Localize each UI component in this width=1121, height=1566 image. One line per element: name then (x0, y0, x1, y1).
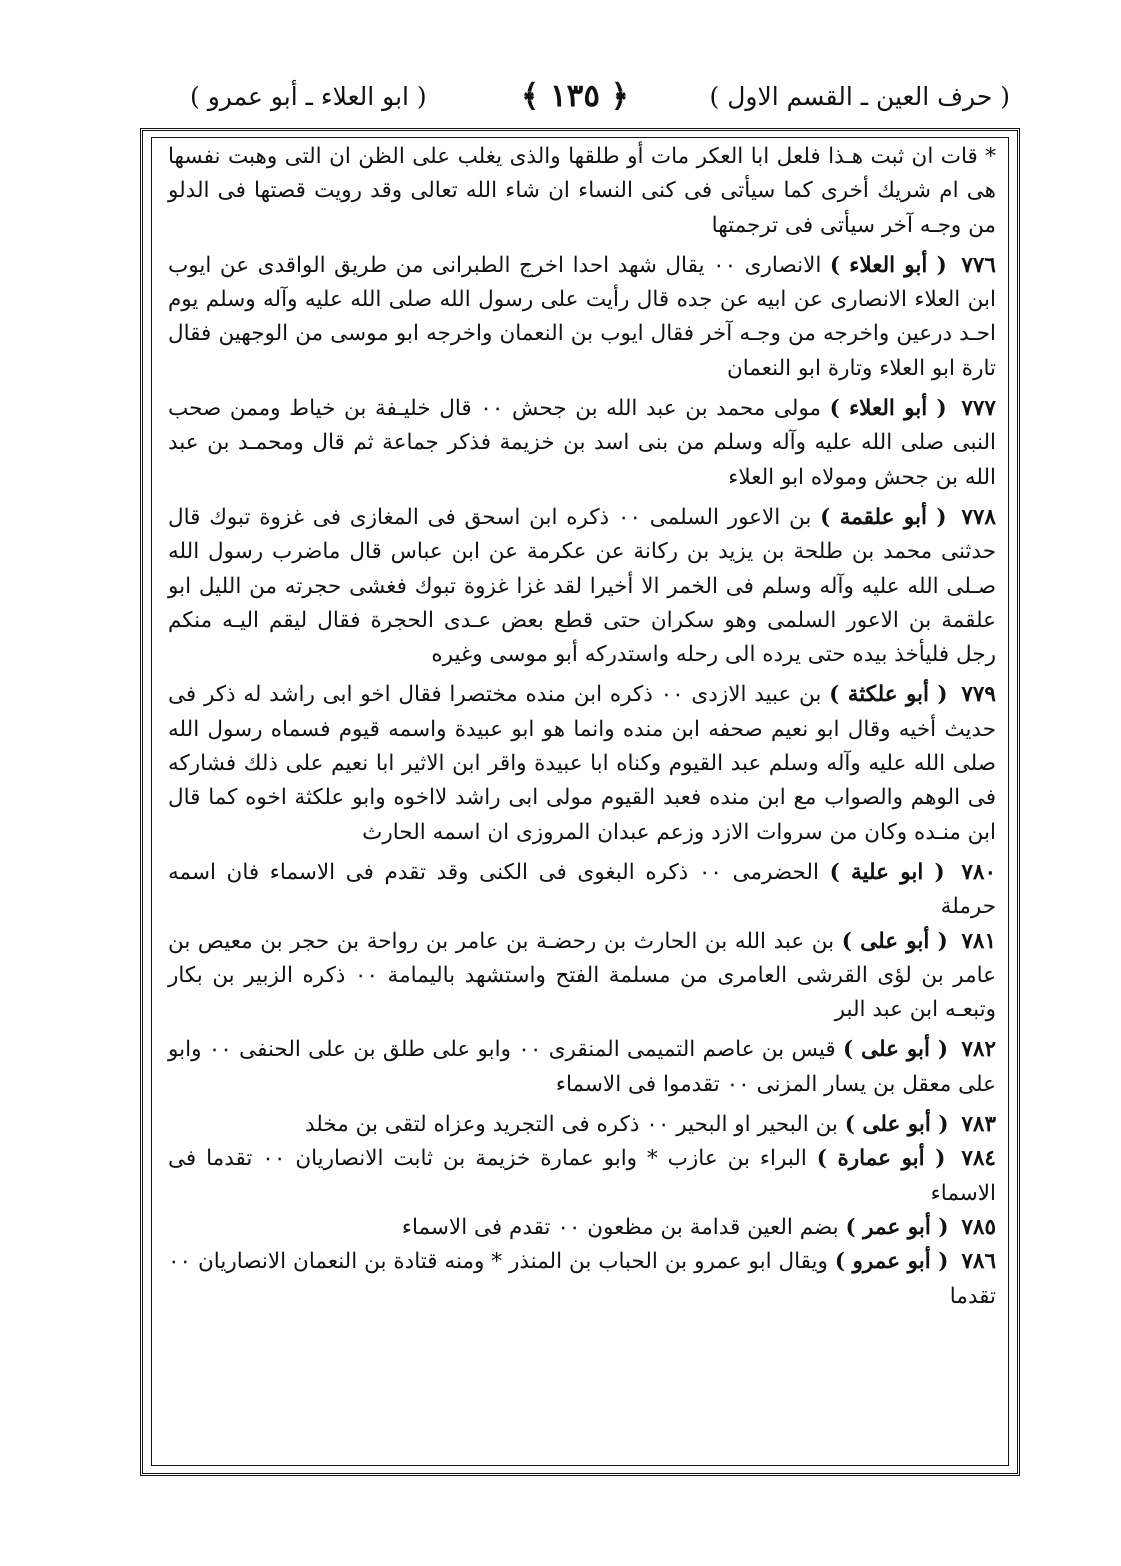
entry-786 (168, 1245, 996, 1314)
entry-number: ٧٨٤ (961, 1146, 996, 1172)
entry-number: ٧٨٢ (961, 1037, 996, 1063)
entry-783 (168, 1108, 996, 1142)
entry-name: ( أبو عمرو ) (834, 1249, 949, 1275)
entry-name: ( أبو على ) (842, 1037, 949, 1063)
entry-number: ٧٧٨ (961, 504, 996, 530)
entry-name: ( أبو على ) (844, 1112, 949, 1138)
entry-text: الانصارى ٠٠ يقال شهد احدا اخرج الطبرانى من طريق الواقدى عن ايوب ابن العلاء الانصارى عن ابيه عن جده قال رأيت على رسول الله صلى الله عليه وآله وسلم يوم احـد درعين واخرجه من وجـه آخر فقال ايوب بن النعمان واخرجه ابو موسى من الوجهين فقال تارة ابو العلاء وتارة ابو النعمان (168, 252, 996, 381)
running-header (140, 74, 1010, 122)
entry-text: ويقال ابو عمرو بن الحباب بن المنذر * ومنه قتادة بن النعمان الانصاريان ٠٠ تقدما (168, 1249, 996, 1309)
header-section-title: ( حرف العين ـ القسم الاول ) (709, 82, 1010, 111)
entry-name: ( أبو العلاء ) (829, 252, 947, 278)
entry-number: ٧٨٦ (961, 1249, 996, 1275)
page-body (168, 140, 996, 1464)
entry-number: ٧٧٩ (961, 682, 996, 708)
entry-777 (168, 392, 996, 495)
entry-776 (168, 249, 996, 386)
entry-number: ٧٨٣ (961, 1112, 996, 1138)
entry-785 (168, 1211, 996, 1245)
entry-name: ( أبو علكثة ) (829, 682, 948, 708)
entry-name: ( أبو عمر ) (845, 1214, 949, 1240)
entry-text: الحضرمى ٠٠ ذكره البغوى فى الكنى وقد تقدم فى الاسماء فان اسمه حرملة (168, 859, 996, 920)
header-entry-range: ( ابو العلاء ـ أبو عمرو ) (190, 82, 427, 111)
entry-name: ( أبو علقمة ) (820, 504, 947, 530)
entry-text: بن عبد الله بن الحارث بن رحضـة بن عامر بن رواحة بن حجر بن معيص بن عامر بن لؤى القرشى العامرى من مسلمة الفتح واستشهد باليمامة ٠٠ ذكره الزبير بن بكار وتبعـه ابن عبد البر (168, 928, 997, 1023)
entry-text: بضم العين قدامة بن مظعون ٠٠ تقدم فى الاسماء (401, 1214, 839, 1240)
entry-text: بن الاعور السلمى ٠٠ ذكره ابن اسحق فى المغازى فى غزوة تبوك قال حدثنى محمد بن طلحة بن يزيد بن ركانة عن عكرمة عن ابن عباس قال ماضرب رسول الله صـلى الله عليه وآله وسلم فى الخمر الا أخيرا لقد غزا غزوة تبوك فغشى حجرته من الليل ابو علقمة بن الاعور السلمى وهو سكران حتى قطع بعض عـدى الحجرة فقال ليقم اليـه منكم رجل فليأخذ بيده حتى يرده الى رحله واستدركه أبو موسى وغيره (168, 504, 996, 668)
entry-number: ٧٨٠ (961, 859, 997, 885)
entry-781 (168, 925, 996, 1028)
entry-number: ٧٧٧ (961, 396, 996, 422)
page-number: ﴿ ١٣٥ ﴾ (521, 78, 629, 114)
entry-text: قيس بن عاصم التميمى المنقرى ٠٠ وابو على طلق بن على الحنفى ٠٠ وابو على معقل بن يسار المزنى ٠٠ تقدموا فى الاسماء (168, 1037, 996, 1097)
entry-text: مولى محمد بن عبد الله بن جحش ٠٠ قال خليـفة بن خياط وممن صحب النبى صلى الله عليه وآله وسلم من بنى اسد بن خزيمة فذكر جماعة ثم قال ومحمـد بن عبد الله بن جحش ومولاه ابو العلاء (168, 396, 996, 490)
intro-paragraph: * قات ان ثبت هـذا فلعل ابا العكر مات أو طلقها والذى يغلب على الظن ان التى وهبت نفسها هى ام شريك أخرى كما سيأتى فى كنى النساء ان شاء الله تعالى وقد رويت قصتها فى الدلو من وجـه آخر سيأتى فى ترجمتها (168, 144, 996, 238)
entry-number: ٧٧٦ (961, 252, 996, 278)
entry-780 (168, 856, 996, 925)
entry-number: ٧٨١ (961, 928, 996, 954)
entry-text: البراء بن عازب * وابو عمارة خزيمة بن ثابت الانصاريان ٠٠ تقدما فى الاسماء (168, 1146, 996, 1206)
entry-name: ( أبو العلاء ) (829, 396, 947, 422)
entry-784 (168, 1142, 996, 1211)
entry-name: ( ابو علية ) (829, 859, 945, 885)
entry-778 (168, 501, 996, 672)
entry-number: ٧٨٥ (961, 1214, 996, 1240)
entry-name: ( أبو على ) (841, 928, 948, 954)
entry-782 (168, 1033, 996, 1102)
entry-text: بن عبيد الازدى ٠٠ ذكره ابن منده مختصرا فقال اخو ابى راشد له ذكر فى حديث أخيه وقال ابو نعيم صحفه ابن منده وانما هو ابو عبيدة واسمه قيوم فسماه رسول الله صلى الله عليه وآله وسلم عبد القيوم وكناه ابا عبيدة واقر ابن الاثير ابا نعيم على ذلك فشاركه فى الوهم والصواب مع ابن منده فعبد القيوم مولى ابى راشد لااخوه وابو علكثة اخوه كما قال ابن منـده وكان من سروات الازد وزعم عبدان المروزى ان اسمه الحارث (168, 682, 996, 845)
entry-text: بن البحير او البحير ٠٠ ذكره فى التجريد وعزاه لتقى بن مخلد (304, 1112, 838, 1138)
entry-name: ( أبو عمارة ) (816, 1146, 946, 1172)
entry-779 (168, 678, 996, 849)
